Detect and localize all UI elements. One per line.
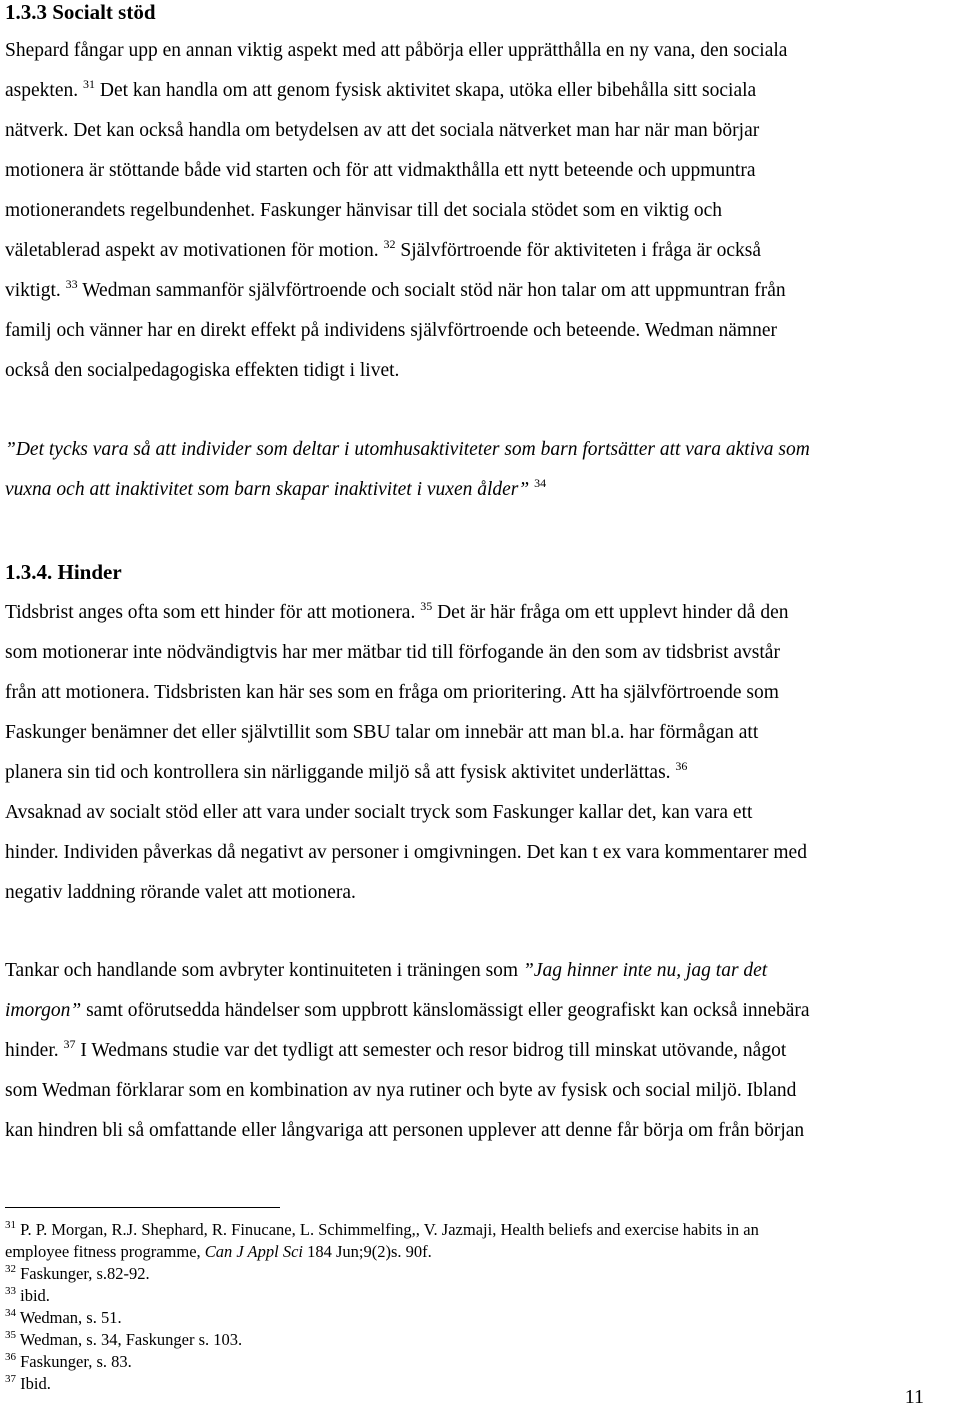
paragraph-socialt-stod <box>5 31 960 391</box>
text-line: som motionerar inte nödvändigtvis har mer mätbar tid till förfogande än den som av tidsbrist avstår <box>5 642 780 663</box>
text-line: planera sin tid och kontrollera sin närliggande miljö så att fysisk aktivitet underlättas. $^{36}$ <box>5 759 688 783</box>
footnote-ref-33[interactable]: 33 <box>65 277 78 291</box>
text-line: som Wedman förklarar som en kombination av nya rutiner och byte av fysisk och social miljö. Ibland <box>5 1080 797 1101</box>
footnotes <box>5 1219 945 1395</box>
text-line: kan hindren bli så omfattande eller långvariga att personen upplever att denne får börja om från början <box>5 1120 805 1141</box>
page-number: 11 <box>904 1386 924 1408</box>
footnote-31: $^{31}$ P. P. Morgan, R.J. Shephard, R. Finucane, L. Schimmelfing,, V. Jazmaji, Health beliefs and exercise habits in an <box>5 1219 759 1239</box>
text-line: Tankar och handlande som avbryter kontinuiteten i träningen som ”Jag hinner inte nu, jag tar det <box>5 960 768 981</box>
text-line: Faskunger benämner det eller självtillit som SBU talar om innebär att man bl.a. har förmågan att <box>5 722 759 743</box>
footnote-32: $^{32}$ Faskunger, s.82-92. <box>5 1263 150 1283</box>
text-line: Shepard fångar upp en annan viktig aspekt med att påbörja eller upprätthålla en ny vana, den sociala <box>5 40 788 61</box>
footnote-ref-35[interactable]: 35 <box>420 599 433 613</box>
block-quote <box>5 430 960 510</box>
footnote-36: $^{36}$ Faskunger, s. 83. <box>5 1351 132 1371</box>
footnote-ref-32[interactable]: 32 <box>383 237 396 251</box>
footnote-37: $^{37}$ Ibid. <box>5 1373 51 1393</box>
text-line: imorgon” samt oförutsedda händelser som uppbrott känslomässigt eller geografiskt kan också innebära <box>5 1000 810 1021</box>
text-line: från att motionera. Tidsbristen kan här ses som en fråga om prioritering. Att ha självförtroende som <box>5 682 779 703</box>
footnote-ref-31[interactable]: 31 <box>82 77 95 91</box>
text-line: Avsaknad av socialt stöd eller att vara under socialt tryck som Faskunger kallar det, kan vara ett <box>5 802 753 823</box>
text-line: väletablerad aspekt av motivationen för motion. $^{32}$ Självförtroende för aktiviteten i fråga är också <box>5 237 761 261</box>
text-line: aspekten. $^{31}$ Det kan handla om att genom fysisk aktivitet skapa, utöka eller bibehålla sitt sociala <box>5 77 757 101</box>
footnote-separator <box>5 1207 280 1208</box>
section-heading-socialt-stod: 1.3.3 Socialt stöd <box>5 0 156 24</box>
footnote-ref-37[interactable]: 37 <box>63 1037 76 1051</box>
paragraph-hinder-2 <box>5 951 960 1151</box>
footnote-34: $^{34}$ Wedman, s. 51. <box>5 1307 122 1327</box>
text-line: Tidsbrist anges ofta som ett hinder för att motionera. $^{35}$ Det är här fråga om ett upplevt hinder då den <box>5 599 789 623</box>
text-line: motionera är stöttande både vid starten och för att vidmakthålla ett nytt beteende och uppmuntra <box>5 160 756 181</box>
footnote-35: $^{35}$ Wedman, s. 34, Faskunger s. 103. <box>5 1329 243 1349</box>
quote-line: vuxna och att inaktivitet som barn skapar inaktivitet i vuxen ålder” $^{34}$ <box>5 476 547 500</box>
text-line: hinder. Individen påverkas då negativt av personer i omgivningen. Det kan t ex vara kommentarer med <box>5 842 807 863</box>
footnote-33: $^{33}$ ibid. <box>5 1285 50 1305</box>
footnote-31-cont: employee fitness programme, Can J Appl Sci 184 Jun;9(2)s. 90f. <box>5 1242 432 1261</box>
footnote-ref-36[interactable]: 36 <box>675 759 688 773</box>
text-line: nätverk. Det kan också handla om betydelsen av att det sociala nätverket man har när man börjar <box>5 120 760 141</box>
text-line: negativ laddning rörande valet att motionera. <box>5 882 356 903</box>
text-line: familj och vänner har en direkt effekt på individens självförtroende och beteende. Wedman nämner <box>5 320 778 341</box>
text-line: viktigt. $^{33}$ Wedman sammanför självförtroende och socialt stöd när hon talar om att uppmuntran från <box>5 277 786 301</box>
footnote-ref-34[interactable]: 34 <box>534 476 547 490</box>
text-line: också den socialpedagogiska effekten tidigt i livet. <box>5 360 400 381</box>
text-line: hinder. $^{37}$ I Wedmans studie var det tydligt att semester och resor bidrog till minskat utövande, något <box>5 1037 787 1061</box>
section-heading-hinder: 1.3.4. Hinder <box>5 560 122 584</box>
paragraph-hinder-1 <box>5 593 960 913</box>
text-line: motionerandets regelbundenhet. Faskunger hänvisar till det sociala stödet som en viktig och <box>5 200 722 221</box>
quote-line: ”Det tycks vara så att individer som deltar i utomhusaktiviteter som barn fortsätter att vara aktiva som <box>5 439 810 460</box>
